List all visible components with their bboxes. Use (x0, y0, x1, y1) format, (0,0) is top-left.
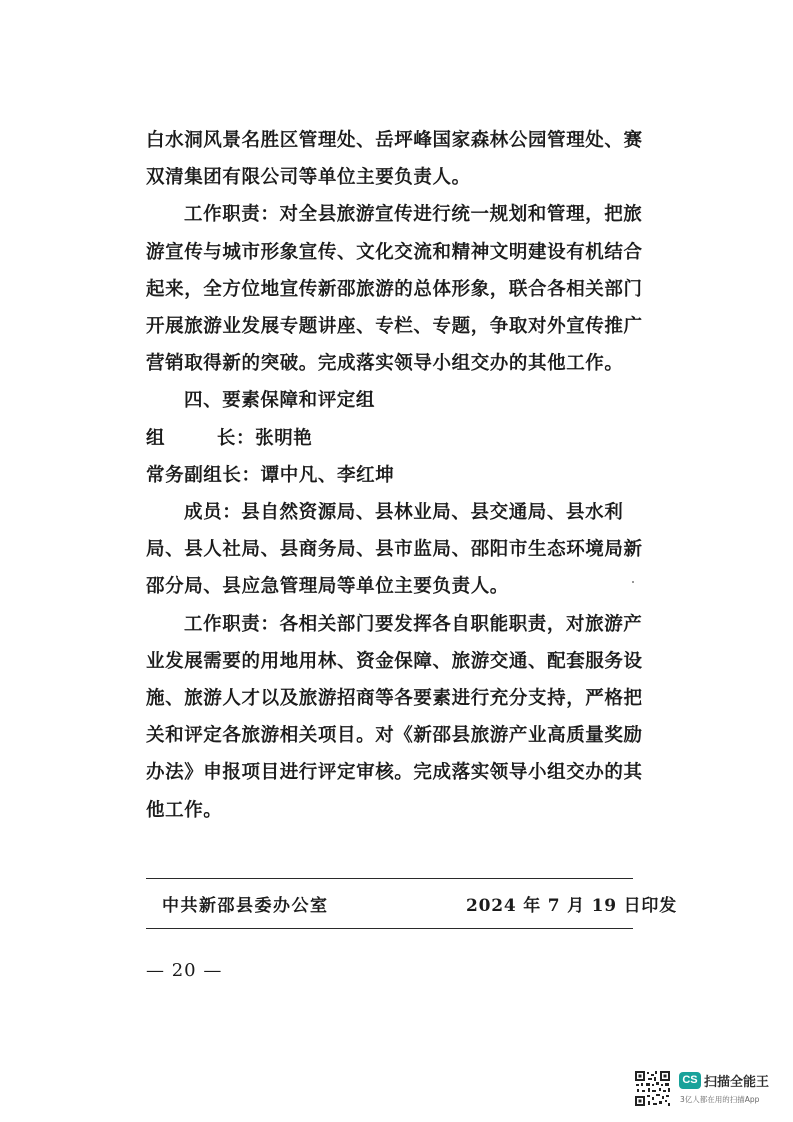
watermark-brand: 扫描全能王 (704, 1075, 770, 1090)
deputy-leader-separator: ： (241, 464, 261, 486)
group-leader-label-char: 长 (216, 427, 236, 449)
scanner-watermark (634, 1070, 784, 1110)
section-heading: 四、要素保障和评定组 (184, 390, 376, 412)
group-leader-name: 张明艳 (255, 427, 313, 449)
paragraph-members: 成员：县自然资源局、县林业局、县交通局、县水利局、县人社局、县商务局、县市监局、邵阳市生态环境局新邵分局、县应急管理局等单位主要负责人。 (146, 502, 643, 598)
footer-bottom-rule (146, 928, 633, 929)
issuing-office: 中共新邵县委办公室 (162, 896, 329, 916)
qr-code-icon (634, 1070, 671, 1107)
group-leader-label (146, 420, 236, 457)
watermark-tagline: 3亿人都在用的扫描App (680, 1095, 760, 1104)
deputy-leader-names: 谭中凡、李红坤 (260, 464, 395, 486)
camscanner-logo-icon: CS (679, 1072, 701, 1089)
paragraph-publicity-duties: 工作职责：对全县旅游宣传进行统一规划和管理，把旅游宣传与城市形象宣传、文化交流和精神文明建设有机结合起来，全方位地宣传新邵旅游的总体形象，联合各相关部门开展旅游业发展专题讲座、专栏、专题，争取对外宣传推广营销取得新的突破。完成落实领导小组交办的其他工作。 (146, 204, 643, 375)
issue-date: 2024 年 7 月 19 日印发 (466, 896, 677, 916)
group-leader-separator: ： (236, 427, 256, 449)
page-number: — 20 — (146, 960, 223, 981)
scan-speck (632, 581, 634, 583)
deputy-leader-line (146, 457, 656, 494)
paragraph-unit-list: 白水洞风景名胜区管理处、岳坪峰国家森林公园管理处、赛双清集团有限公司等单位主要负责人。 (146, 130, 643, 189)
group-leader-label-char: 组 (146, 427, 166, 449)
paragraph-factor-duties: 工作职责：各相关部门要发挥各自职能职责，对旅游产业发展需要的用地用林、资金保障、旅游交通、配套服务设施、旅游人才以及旅游招商等各要素进行充分支持，严格把关和评定各旅游相关项目。对《新邵县旅游产业高质量奖励办法》申报项目进行评定审核。完成落实领导小组交办的其他工作。 (146, 613, 643, 821)
document-body (146, 122, 656, 829)
footer-top-rule (146, 878, 633, 879)
deputy-leader-label: 常务副组长 (146, 464, 242, 486)
group-leader-line (146, 420, 656, 457)
